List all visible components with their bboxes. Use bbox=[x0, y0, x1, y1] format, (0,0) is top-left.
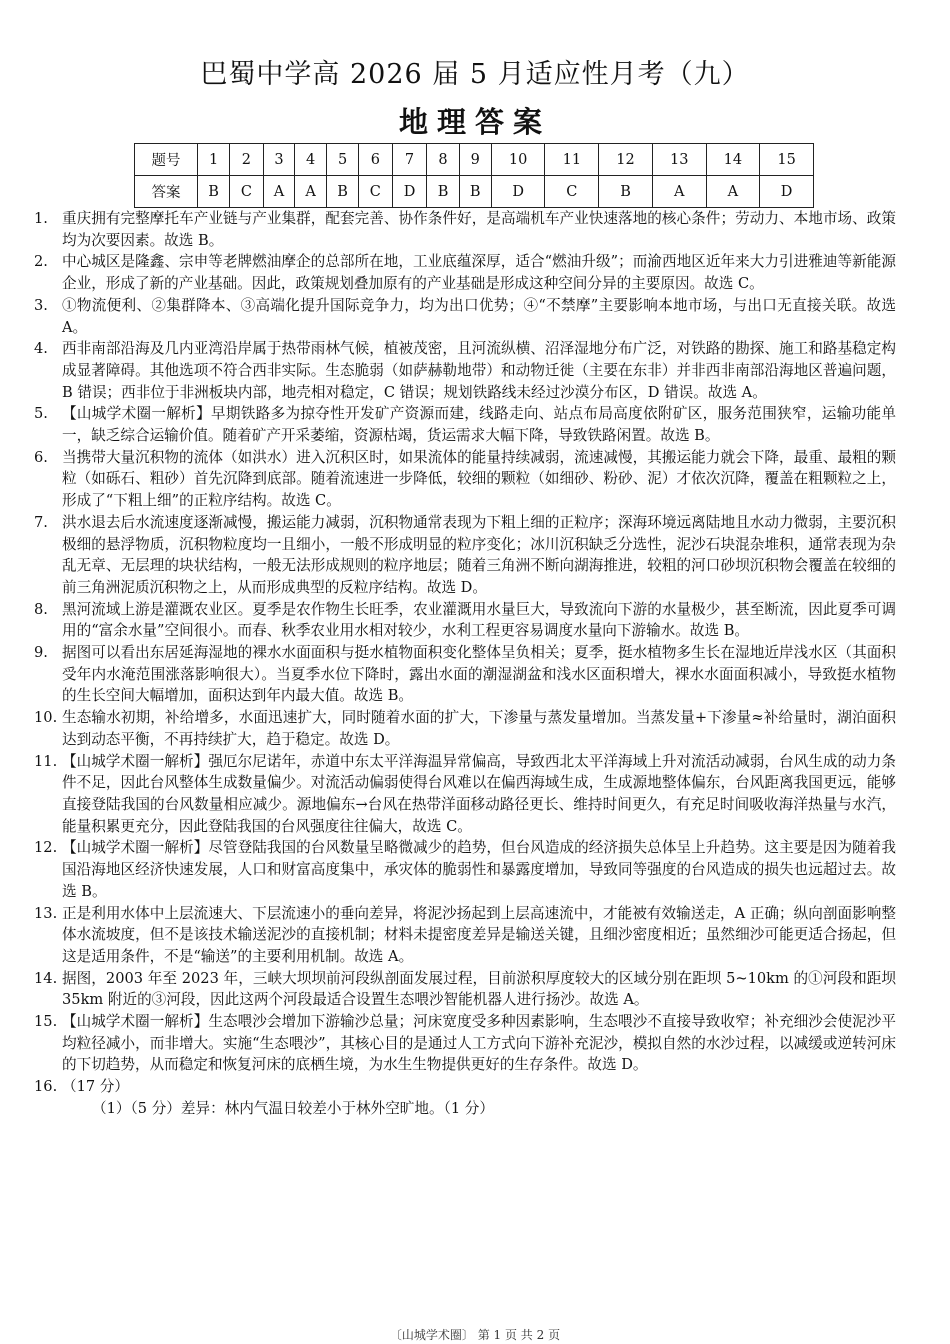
item-number: 5. bbox=[34, 405, 48, 423]
item-text: 【山城学术圈一解析】生态喂沙会增加下游输沙总量；河床宽度受多种因素影响，生态喂沙不直接导致收窄；补充细沙会使泥沙平均粒径减小，而非增大。实施“生态喂沙”，其核心目的是通过人工方式向下游补充泥沙，模拟自然的水沙过程，以减缓或逆转河床的下切趋势，从而稳定和恢复河床的底栖生境，为水生生物提供更好的生存条件。故选 D。 bbox=[62, 1013, 896, 1074]
cell-number: 6 bbox=[359, 144, 392, 176]
cell-number: 8 bbox=[427, 144, 459, 176]
list-item bbox=[34, 968, 896, 1011]
cell-answer: B bbox=[459, 176, 491, 208]
cell-answer: D bbox=[392, 176, 427, 208]
list-item bbox=[34, 1011, 896, 1076]
item-text: 正是利用水体中上层流速大、下层流速小的垂向差异，将泥沙扬起到上层高速流中，才能被有效输送走，A 正确；纵向剖面影响整体水流坡度，但不是该技术输送泥沙的直接机制；材料未提密度差异是输送关键，且细沙密度相近；虽然细沙可能更适合扬起，但这是适用条件，不是“输送”的主要利用机制。故选 A。 bbox=[62, 904, 896, 965]
item-text: 重庆拥有完整摩托车产业链与产业集群，配套完善、协作条件好，是高端机车产业快速落地的核心条件；劳动力、本地市场、政策均为次要因素。故选 B。 bbox=[62, 210, 896, 249]
item-number: 3. bbox=[34, 296, 48, 314]
list-item bbox=[34, 512, 896, 599]
cell-number: 10 bbox=[491, 144, 545, 176]
item-text: 【山城学术圈一解析】早期铁路多为掠夺性开发矿产资源而建，线路走向、站点布局高度依附矿区，服务范围狭窄，运输功能单一，缺乏综合运输价值。随着矿产开采萎缩，资源枯竭，货运需求大幅下降，导致铁路闲置。故选 B。 bbox=[62, 405, 896, 445]
item-number: 2. bbox=[34, 253, 48, 271]
table-row-numbers bbox=[135, 144, 814, 176]
cell-number: 12 bbox=[599, 144, 653, 176]
cell-number: 13 bbox=[652, 144, 706, 176]
table-row-answers bbox=[135, 176, 814, 208]
list-item bbox=[34, 599, 896, 642]
cell-number: 3 bbox=[263, 144, 295, 176]
list-item bbox=[34, 903, 896, 968]
item-number: 9. bbox=[34, 644, 48, 662]
list-item bbox=[34, 707, 896, 750]
cell-number: 2 bbox=[230, 144, 263, 176]
list-item bbox=[34, 751, 896, 838]
list-item bbox=[34, 1076, 896, 1098]
item-number: 7. bbox=[34, 513, 48, 531]
item-number: 6. bbox=[34, 448, 48, 466]
cell-answer: D bbox=[491, 176, 545, 208]
cell-answer: B bbox=[198, 176, 230, 208]
cell-number: 4 bbox=[295, 144, 327, 176]
cell-number: 14 bbox=[706, 144, 760, 176]
item-number: 10. bbox=[34, 709, 58, 727]
answer-table bbox=[134, 143, 814, 208]
row-label-number: 题号 bbox=[135, 144, 198, 176]
cell-answer: A bbox=[295, 176, 327, 208]
item-number: 14. bbox=[34, 969, 58, 987]
cell-number: 5 bbox=[326, 144, 358, 176]
list-item bbox=[34, 338, 896, 403]
list-item bbox=[34, 295, 896, 338]
list-item bbox=[34, 208, 896, 251]
item-text: ①物流便利、②集群降本、③高端化提升国际竞争力，均为出口优势；④“不禁摩”主要影响本地市场，与出口无直接关联。故选 A。 bbox=[62, 296, 896, 336]
row-label-answer: 答案 bbox=[135, 176, 198, 208]
item-number: 8. bbox=[34, 600, 48, 618]
item-number: 4. bbox=[34, 340, 48, 358]
cell-answer: A bbox=[706, 176, 760, 208]
cell-number: 11 bbox=[545, 144, 599, 176]
cell-answer: C bbox=[359, 176, 392, 208]
answer-explanations bbox=[34, 208, 896, 1120]
item-number: 16. bbox=[34, 1078, 58, 1096]
item-text: 据图可以看出东居延海湿地的裸水水面面积与挺水植物面积变化整体呈负相关；夏季，挺水植物多生长在湿地近岸浅水区（其面积受年内水淹范围涨落影响很大）。当夏季水位下降时，露出水面的潮湿湖盆和浅水区面积增大，裸水水面面积减小，导致挺水植物的生长空间大幅增加，面积达到年内最大值。故选 B。 bbox=[62, 644, 896, 705]
cell-answer: B bbox=[427, 176, 459, 208]
cell-number: 9 bbox=[459, 144, 491, 176]
cell-answer: A bbox=[652, 176, 706, 208]
cell-number: 1 bbox=[198, 144, 230, 176]
item-text: （17 分） bbox=[62, 1078, 129, 1096]
item-text: 西非南部沿海及几内亚湾沿岸属于热带雨林气候，植被茂密，且河流纵横、沼泽湿地分布广泛，对铁路的勘探、施工和路基稳定构成显著障碍。其他选项不符合西非实际。生态脆弱（如萨赫勒地带）和动物迁徙（主要在东非）并非西非南部沿海地区普遍问题，B 错误；西非位于非洲板块内部，地壳相对稳定，C 错误；规划铁路线未经过沙漠分布区，D 错误。故选 A。 bbox=[62, 340, 896, 401]
item-text: 【山城学术圈一解析】强厄尔尼诺年，赤道中东太平洋海温异常偏高，导致西北太平洋海域上升对流活动减弱，台风生成的动力条件不足，因此台风整体生成数量偏少。对流活动偏弱使得台风难以在偏西海域生成，生成源地整体偏东，台风距离我国更远，能够直接登陆我国的台风数量相应减少。源地偏东→台风在热带洋面移动路径更长、维持时间更久，有充足时间吸收海洋热量与水汽，能量积累更充分，因此登陆我国的台风强度往往偏大，故选 C。 bbox=[62, 752, 896, 835]
item-number: 12. bbox=[34, 839, 58, 857]
list-item bbox=[34, 447, 896, 512]
list-item bbox=[34, 642, 896, 707]
item-text: 中心城区是隆鑫、宗申等老牌燃油摩企的总部所在地，工业底蕴深厚，适合“燃油升级”；而渝西地区近年来大力引进雅迪等新能源企业，形成了新的产业基础。因此，政策规划叠加原有的产业基础是形成这种空间分异的主要原因。故选 C。 bbox=[62, 253, 896, 293]
item-text: 【山城学术圈一解析】尽管登陆我国的台风数量呈略微减少的趋势，但台风造成的经济损失总体呈上升趋势。这主要是因为随着我国沿海地区经济快速发展，人口和财富高度集中，承灾体的脆弱性和暴露度增加，导致同等强度的台风造成的损失也远超过去。故选 B。 bbox=[62, 839, 896, 900]
item-text: 洪水退去后水流速度逐渐减慢，搬运能力减弱，沉积物通常表现为下粗上细的正粒序；深海环境远离陆地且水动力微弱，主要沉积极细的悬浮物质，沉积物粒度均一且细小，一般不形成明显的粒序变化；冰川沉积缺乏分选性，泥沙石块混杂堆积，通常表现为杂乱无章、无层理的块状结构，一般无法形成规则的粒序地层；随着三角洲不断向湖海推进，较粗的河口砂坝沉积物会覆盖在较细的前三角洲泥质沉积物之上，从而形成典型的反粒序结构。故选 D。 bbox=[62, 513, 896, 596]
item-text: 当携带大量沉积物的流体（如洪水）进入沉积区时，如果流体的能量持续减弱，流速减慢，其搬运能力就会下降，最重、最粗的颗粒（如砾石、粗砂）首先沉降到底部。随着流速进一步降低，较细的颗粒（如细砂、粉砂、泥）才依次沉降，覆盖在粗颗粒之上，形成了“下粗上细”的正粒序结构。故选 C。 bbox=[62, 448, 896, 510]
item-number: 1. bbox=[34, 210, 48, 227]
page-title: 巴蜀中学高 2026 届 5 月适应性月考（九） bbox=[200, 59, 750, 90]
item-number: 11. bbox=[34, 752, 58, 770]
sub-item: （1）（5 分）差异：林内气温日较差小于林外空旷地。（1 分） bbox=[92, 1099, 494, 1117]
cell-number: 7 bbox=[392, 144, 427, 176]
list-item bbox=[34, 403, 896, 446]
item-text: 黑河流域上游是灌溉农业区。夏季是农作物生长旺季，农业灌溉用水量巨大，导致流向下游的水量极少，甚至断流，因此夏季可调用的“富余水量”空间很小。而春、秋季农业用水相对较少，水利工程更容易调度水量向下游输水。故选 B。 bbox=[62, 600, 896, 640]
item-number: 15. bbox=[34, 1013, 58, 1031]
cell-answer: C bbox=[230, 176, 263, 208]
cell-answer: D bbox=[760, 176, 814, 208]
list-item bbox=[34, 837, 896, 902]
cell-answer: C bbox=[545, 176, 599, 208]
cell-answer: A bbox=[263, 176, 295, 208]
cell-number: 15 bbox=[760, 144, 814, 176]
item-text: 据图，2003 年至 2023 年，三峡大坝坝前河段纵剖面发展过程，目前淤积厚度较大的区域分别在距坝 5~10km 的①河段和距坝 35km 附近的③河段，因此这两个河段最适合设置生态喂沙智能机器人进行扬沙。故选 A。 bbox=[62, 969, 896, 1009]
list-item bbox=[34, 251, 896, 294]
cell-answer: B bbox=[326, 176, 358, 208]
page-footer: 〔山城学术圈〕 第 1 页 共 2 页 bbox=[389, 1328, 561, 1342]
cell-answer: B bbox=[599, 176, 653, 208]
item-number: 13. bbox=[34, 904, 58, 922]
item-text: 生态输水初期，补给增多，水面迅速扩大，同时随着水面的扩大，下渗量与蒸发量增加。当蒸发量+下渗量≈补给量时，湖泊面积达到动态平衡，不再持续扩大，趋于稳定。故选 D。 bbox=[62, 709, 896, 748]
page-subtitle: 地理答案 bbox=[398, 105, 551, 139]
